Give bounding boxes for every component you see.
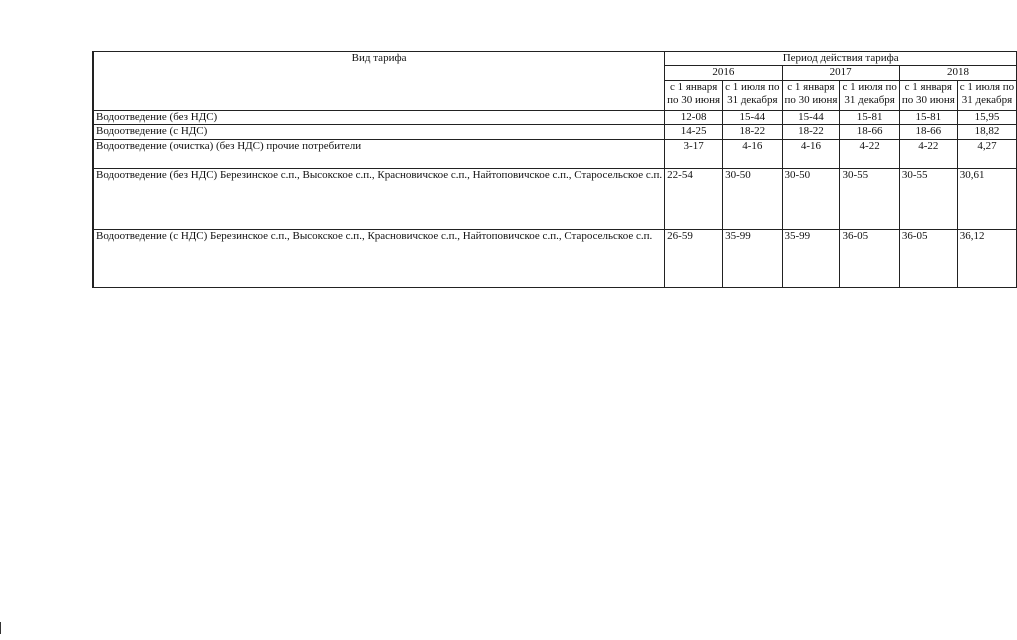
- year-header-2018: 2018: [899, 66, 1016, 81]
- tariff-value: 4,27: [957, 140, 1016, 169]
- tariff-type-header: Вид тарифа: [94, 52, 665, 111]
- tariff-value: 18-66: [840, 125, 899, 140]
- tariff-value: 12-08: [665, 111, 723, 125]
- table-row: [93, 230, 1017, 288]
- tariff-value: 15-44: [723, 111, 782, 125]
- tariff-value: 30-55: [840, 169, 899, 230]
- tariff-value: 35-99: [782, 230, 840, 288]
- tariff-value: 36-05: [840, 230, 899, 288]
- tariff-label: Водоотведение (с НДС) Березинское с.п., Высокское с.п., Красновичское с.п., Найтоповичское с.п., Старосельское с.п.: [94, 230, 665, 288]
- table-row: [93, 111, 1017, 125]
- period-first-half-line1: с 1 января: [669, 81, 718, 93]
- period-second-half-line2: 31 декабря: [844, 94, 895, 106]
- tariff-value: 15-81: [899, 111, 957, 125]
- year-header-2016: 2016: [665, 66, 782, 81]
- tariff-value: 36-05: [899, 230, 957, 288]
- tariff-value: 18-66: [899, 125, 957, 140]
- tariff-label: Водоотведение (очистка) (без НДС) прочие потребители: [94, 140, 665, 169]
- tariff-value: 18-22: [723, 125, 782, 140]
- tariff-value: 18-22: [782, 125, 840, 140]
- tariff-value: 4-16: [723, 140, 782, 169]
- period-second-half-line1: с 1 июля по: [725, 81, 780, 93]
- year-header-2017: 2017: [782, 66, 899, 81]
- scan-edge-mark: [0, 622, 1, 634]
- period-second-half-2018: [957, 81, 1016, 111]
- tariff-value: 15,95: [957, 111, 1016, 125]
- tariff-value: 4-16: [782, 140, 840, 169]
- tariff-value: 26-59: [665, 230, 723, 288]
- tariff-value: 18,82: [957, 125, 1016, 140]
- tariff-table: [92, 51, 1017, 288]
- period-first-half-line1: с 1 января: [787, 81, 835, 93]
- period-first-half-2018: [899, 81, 957, 111]
- tariff-value: 4-22: [899, 140, 957, 169]
- tariff-value: 14-25: [665, 125, 723, 140]
- period-header: Период действия тарифа: [665, 52, 1017, 66]
- table-row: [93, 169, 1017, 230]
- tariff-value: 4-22: [840, 140, 899, 169]
- period-first-half-line2: по 30 июня: [784, 94, 838, 106]
- table-row: [93, 125, 1017, 140]
- period-second-half-line1: с 1 июля по: [959, 81, 1015, 93]
- tariff-value: 30-50: [723, 169, 782, 230]
- tariff-value: 22-54: [665, 169, 723, 230]
- tariff-label: Водоотведение (с НДС): [94, 125, 665, 140]
- tariff-value: 30-50: [782, 169, 840, 230]
- period-first-half-line2: по 30 июня: [901, 94, 955, 106]
- period-second-half-2017: [840, 81, 899, 111]
- tariff-value: 36,12: [957, 230, 1016, 288]
- table-row: [93, 140, 1017, 169]
- period-first-half-2016: [665, 81, 723, 111]
- period-second-half-line2: 31 декабря: [727, 94, 778, 106]
- tariff-value: 3-17: [665, 140, 723, 169]
- period-first-half-2017: [782, 81, 840, 111]
- tariff-value: 30-55: [899, 169, 957, 230]
- tariff-value: 15-81: [840, 111, 899, 125]
- tariff-value: 35-99: [723, 230, 782, 288]
- tariff-value: 30,61: [957, 169, 1016, 230]
- period-second-half-line2: 31 декабря: [961, 94, 1013, 106]
- period-first-half-line2: по 30 июня: [667, 94, 721, 106]
- period-first-half-line1: с 1 января: [904, 81, 952, 93]
- tariff-value: 15-44: [782, 111, 840, 125]
- period-second-half-line1: с 1 июля по: [842, 81, 897, 93]
- tariff-label: Водоотведение (без НДС) Березинское с.п., Высокское с.п., Красновичское с.п., Найтоповичское с.п., Старосельское с.п.: [94, 169, 665, 230]
- header-row-period: [93, 52, 1017, 66]
- tariff-label: Водоотведение (без НДС): [94, 111, 665, 125]
- period-second-half-2016: [723, 81, 782, 111]
